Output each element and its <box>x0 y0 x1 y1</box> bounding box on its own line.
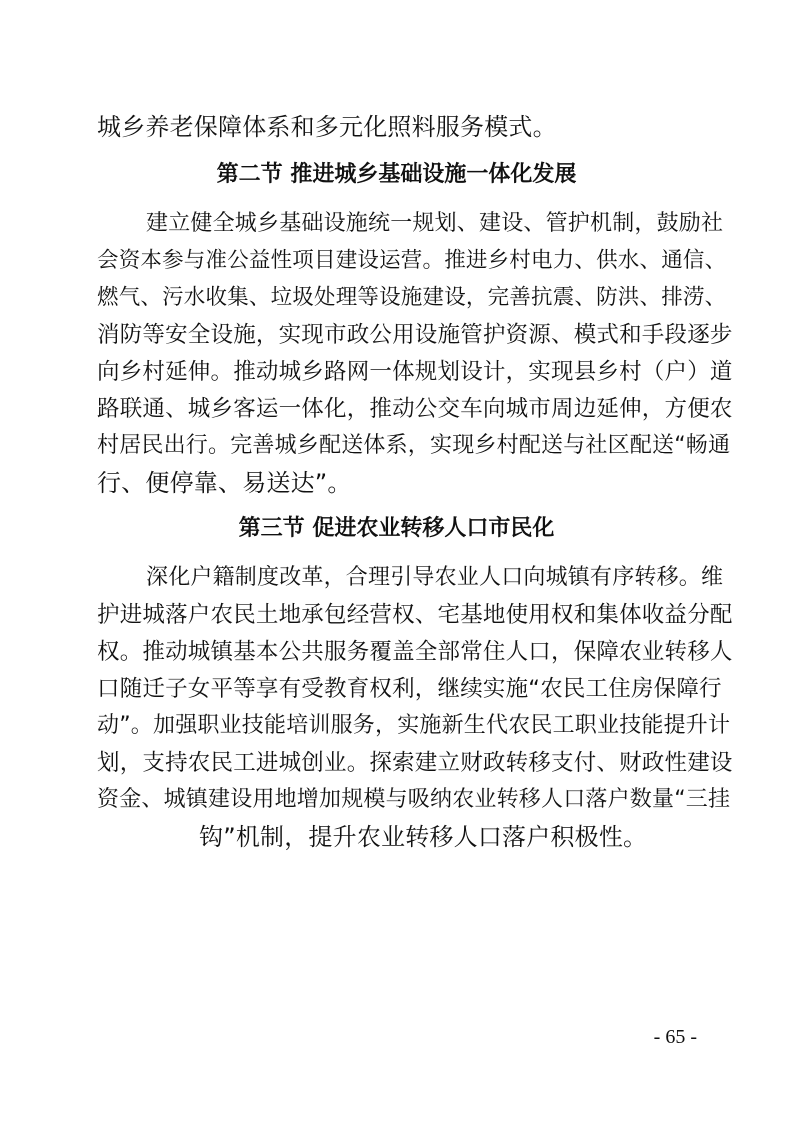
paragraph-line: 口随迁子女平等享有受教育权利，继续实施“农民工住房保障行 <box>97 676 722 702</box>
paragraph-line: 消防等安全设施，实现市政公用设施管护资源、模式和手段逐步 <box>97 322 733 348</box>
paragraph-line: 护进城落户农民土地承包经营权、宅基地使用权和集体收益分配 <box>97 602 733 628</box>
paragraph-line: 划，支持农民工进城创业。探索建立财政转移支付、财政性建设 <box>97 750 733 776</box>
paragraph-line: 行、便停靠、易送达”。 <box>97 469 352 497</box>
paragraph-line: 钩”机制，提升农业转移人口落户积极性。 <box>199 823 648 851</box>
section-heading-3: 第三节 促进农业转移人口市民化 <box>238 516 555 541</box>
paragraph-line: 权。推动城镇基本公共服务覆盖全部常住人口，保障农业转移人 <box>97 639 733 665</box>
paragraph-line: 燃气、污水收集、垃圾处理等设施建设，完善抗震、防洪、排涝、 <box>97 285 727 310</box>
paragraph-line: 会资本参与准公益性项目建设运营。推进乡村电力、供水、通信、 <box>97 248 727 273</box>
paragraph-line: 建立健全城乡基础设施统一规划、建设、管护机制，鼓励社 <box>146 211 724 236</box>
paragraph-line: 向乡村延伸。推动城乡路网一体规划设计，实现县乡村（户）道 <box>97 359 733 385</box>
section-heading-2: 第二节 推进城乡基础设施一体化发展 <box>216 162 577 187</box>
paragraph-line: 村居民出行。完善城乡配送体系，实现乡村配送与社区配送“畅通 <box>97 433 731 458</box>
paragraph-line: 资金、城镇建设用地增加规模与吸纳农业转移人口落户数量“三挂 <box>97 787 731 812</box>
paragraph-line: 动”。加强职业技能培训服务，实施新生代农民工职业技能提升计 <box>97 713 731 738</box>
paragraph-line: 深化户籍制度改革，合理引导农业人口向城镇有序转移。维 <box>146 565 724 590</box>
paragraph-line: 路联通、城乡客运一体化，推动公交车向城市周边延伸，方便农 <box>97 396 733 422</box>
paragraph-line-continuation: 城乡养老保障体系和多元化照料服务模式。 <box>97 113 557 141</box>
page-number: - 65 - <box>653 1026 697 1048</box>
